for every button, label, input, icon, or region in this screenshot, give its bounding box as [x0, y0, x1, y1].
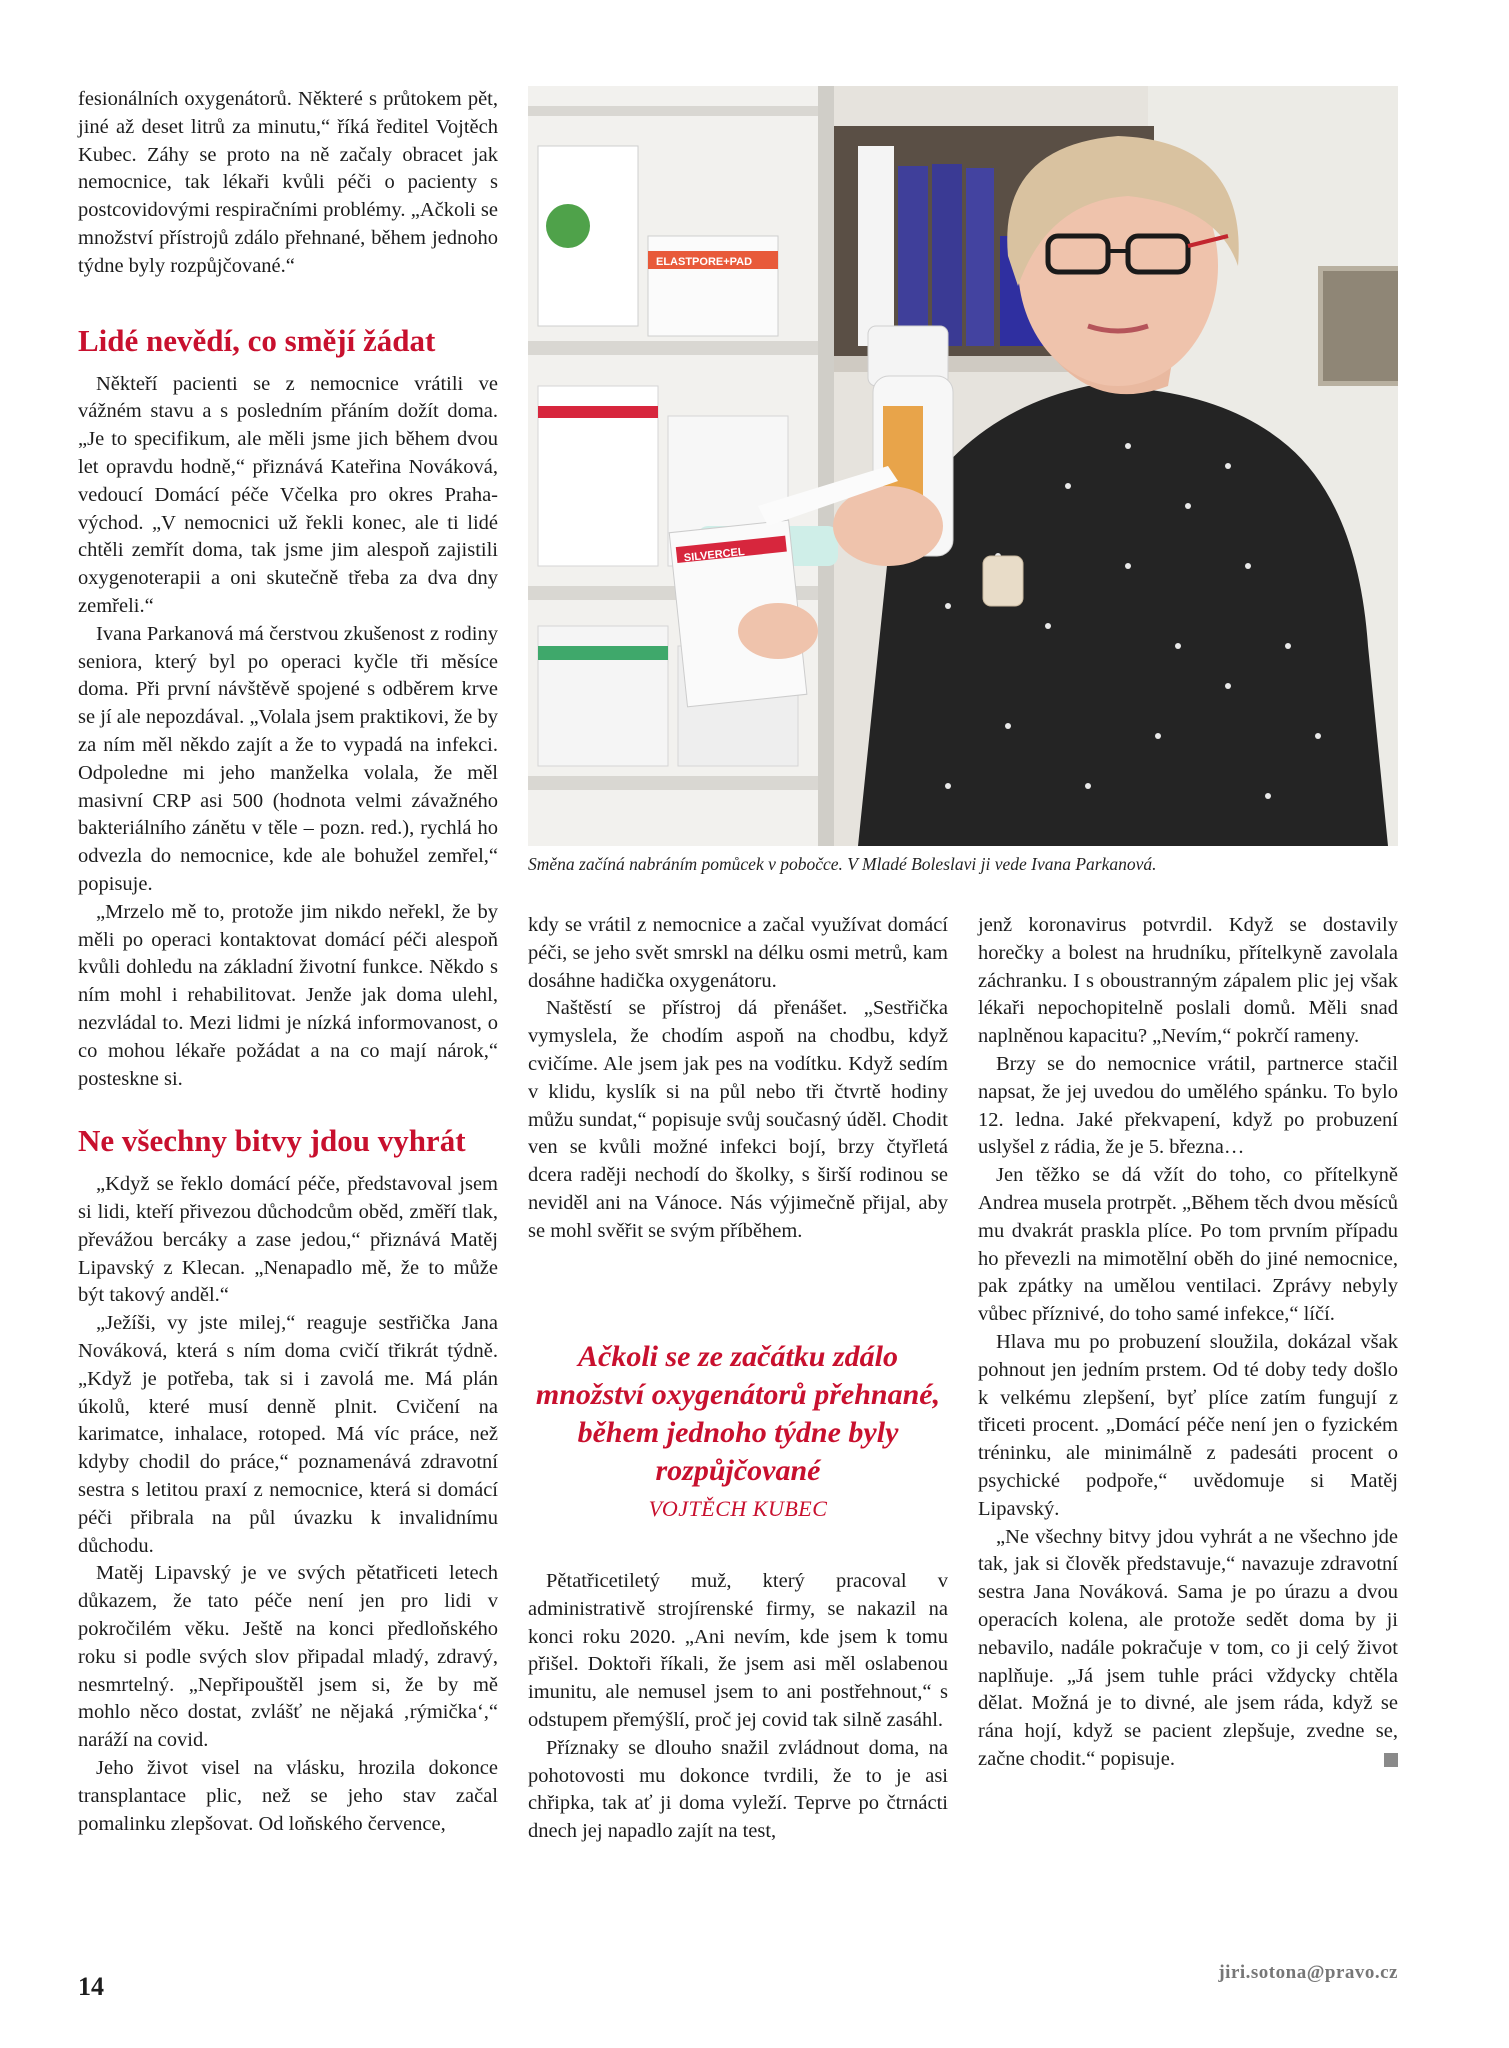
paragraph: Hlava mu po probuzení sloužila, dokázal však pohnout jen jedním prstem. Od té doby tedy došlo k velkému zlepšení, byť plíce zatím fungují z třiceti procent. „Domácí péče není jen o fyzickém tréninku, ale minimálně z padesáti procent o psychické podpoře,“ uvědomuje si Matěj Lipavský. [978, 1330, 1398, 1520]
paragraph-text: „Ne všechny bitvy jdou vyhrát a ne všechno jde tak, jak si člověk představuje,“ navazuje zdravotní sestra Jana Nováková. Sama je po úrazu a dvou operacích kolena, ale protože sedět doma by ji nebavilo, nadále pokračuje v tom, co ji celý život naplňuje. „Já jsem tuhle práci vždycky chtěla dělat. Možná je to divné, ale jsem ráda, když se rána hojí, když se pacient zlepšuje, zvedne se, začne chodit.“ popisuje. [978, 1525, 1398, 1770]
article-column-1 [78, 86, 498, 1838]
paragraph [978, 1524, 1398, 1774]
pull-quote [528, 1338, 948, 1524]
paragraph: Pětatřicetiletý muž, který pracoval v administrativě strojírenské firmy, se nakazil na konci roku 2020. „Ani nevím, kde jsem k tomu přišel. Doktoři říkali, že jsem asi měl oslabenou imunitu, ale nemusel jsem to ani postřehnout,“ s odstupem přemýšlí, proč jej covid tak silně zasáhl. [528, 1570, 948, 1731]
article-column-3 [978, 912, 1398, 1774]
author-email: jiri.sotona@pravo.cz [1218, 1962, 1398, 1983]
box-label: ELASTPORE+PAD [656, 256, 753, 268]
box-label: SILVERCEL [683, 546, 746, 565]
pull-quote-text: Ačkoli se ze začátku zdálo množství oxygenátorů přehnané, během jednoho týdne byly rozpůjčované [535, 1340, 941, 1487]
paragraph: Někteří pacienti se z nemocnice vrátili ve vážném stavu a s posledním přáním dožít doma. „Je to specifikum, ale měli jsme jich během dvou let opravdu hodně,“ přiznává Kateřina Nováková, vedoucí Domácí péče Včelka pro okres Praha-východ. „V nemocnici už řekli konec, ale ti lidé chtěli zemřít doma, tak jsme jim alespoň zajistili oxygenoterapii a oni skutečně třeba za dva dny zemřeli.“ [78, 372, 498, 617]
paragraph: fesionálních oxygenátorů. Některé s průtokem pět, jiné až deset litrů za minutu,“ říká ředitel Vojtěch Kubec. Záhy se proto na ně začaly obracet jak nemocnice, tak lékaři kvůli péči o pacienty s postcovidovými respiračními problémy. „Ačkoli se množství přístrojů zdálo přehnané, během jednoho týdne byly rozpůjčované.“ [78, 88, 498, 277]
paragraph: Matěj Lipavský je ve svých pětatřiceti letech důkazem, že tato péče není jen pro lidi v pokročilém věku. Ještě na konci předloňského roku si podle svých slov připadal mladý, zdravý, nesmrtelný. „Nepřipouštěl jsem si, že by mě mohlo něco dostat, zvlášť ne nějaká ‚rýmička‘,“ naráží na covid. [78, 1562, 498, 1752]
paragraph: Jeho život visel na vlásku, hrozila dokonce transplantace plic, než se jeho stav začal pomalinku zlepšovat. Od loňského července, [78, 1757, 498, 1835]
page-number: 14 [78, 1972, 104, 2001]
article-photo [528, 86, 1398, 846]
section-heading: Ne všechny bitvy jdou vyhrát [78, 1123, 466, 1159]
paragraph: jenž koronavirus potvrdil. Když se dostavily horečky a bolest na hrudníku, přítelkyně zavolala záchranku. I s oboustranným zápalem plic jej však lékaři nepochopitelně poslali domů. Měli snad naplněnou kapacitu? „Nevím,“ pokrčí rameny. [978, 914, 1398, 1048]
pull-quote-author: VOJTĚCH KUBEC [648, 1496, 828, 1521]
paragraph: „Ježíši, vy jste milej,“ reaguje sestřička Jana Nováková, která s ním doma cvičí třikrát týdně. „Když je potřeba, tak si i zavolá me. Má plán úkolů, které musí denně plnit. Cvičení na karimatce, inhalace, rotoped. Má víc práce, než kdyby chodil do práce,“ poznamenává zdravotní sestra s letitou praxí z nemocnice, která si domácí péči přibrala na půl úvazku k invalidnímu důchodu. [78, 1312, 498, 1557]
article-column-2-bottom [528, 1568, 948, 1846]
paragraph: Příznaky se dlouho snažil zvládnout doma, na pohotovosti mu dokonce tvrdili, že to je asi chřipka, tak ať ji doma vyleží. Teprve po čtrnácti dnech jej napadlo zajít na test, [528, 1736, 948, 1843]
photo-illustration [528, 86, 1398, 846]
article-column-2 [528, 912, 948, 1246]
paragraph: Brzy se do nemocnice vrátil, partnerce stačil napsat, že jej uvedou do umělého spánku. To bylo 12. ledna. Jaké překvapení, když po probuzení uslyšel z rádia, že je 5. března… [978, 1052, 1398, 1159]
paragraph: „Když se řeklo domácí péče, představoval jsem si lidi, kteří přivezou důchodcům oběd, změří tlak, převážou bercáky a zase jedou,“ přiznává Matěj Lipavský z Klecan. „Nenapadlo mě, že to může být takový anděl.“ [78, 1173, 498, 1307]
paragraph: kdy se vrátil z nemocnice a začal využívat domácí péči, se jeho svět smrskl na délku osmi metrů, kam dosáhne hadička oxygenátoru. [528, 914, 948, 992]
paragraph: Jen těžko se dá vžít do toho, co přítelkyně Andrea musela protrpět. „Během těch dvou měsíců mu dvakrát praskla plíce. Po tom prvním případu ho převezli na mimotělní oběh do jiné nemocnice, pak zpátky na umělou ventilaci. Zprávy nebyly vůbec příznivé, do toho samé infekce,“ líčí. [978, 1164, 1398, 1326]
paragraph: Naštěstí se přístroj dá přenášet. „Sestřička vymyslela, že chodím aspoň na chodbu, když cvičíme. Ale jsem jak pes na vodítku. Když sedím v klidu, kyslík si na půl nebo tři čtvrtě hodiny můžu sundat,“ popisuje svůj současný úděl. Chodit ven se kvůli možné infekci bojí, brzy čtyřletá dcera raději nechodí do školky, s širší rodinou se neviděl ani na Vánoce. Nás výjimečně přijal, aby se mohl svěřit se svým příběhem. [528, 997, 948, 1242]
end-mark-icon [1384, 1753, 1398, 1767]
photo-caption: Směna začíná nabráním pomůcek v pobočce. V Mladé Boleslavi ji vede Ivana Parkanová. [528, 854, 1157, 874]
section-heading: Lidé nevědí, co smějí žádat [78, 322, 436, 358]
paragraph: Ivana Parkanová má čerstvou zkušenost z rodiny seniora, který byl po operaci kyčle tři měsíce doma. Při první návštěvě spojené s odběrem krve se jí ale nepozdával. „Volala jsem praktikovi, že by za ním měl někdo zajít a že to vypadá na infekci. Odpoledne mi jeho manželka volala, že měl masivní CRP asi 500 (hodnota velmi závažného bakteriálního zánětu v těle – pozn. red.), rychlá ho odvezla do nemocnice, kde ale bohužel zemřel,“ popisuje. [78, 622, 498, 895]
paragraph: „Mrzelo mě to, protože jim nikdo neřekl, že by měli po operaci kontaktovat domácí péči alespoň kvůli dohledu na základní životní funkce. Někdo s ním mohl i rehabilitovat. Jenže jak doma ulehl, nezvládal to. Mezi lidmi je nízká informovanost, o co mohou lékaře požádat a na co mají nárok,“ posteskne si. [78, 900, 498, 1090]
